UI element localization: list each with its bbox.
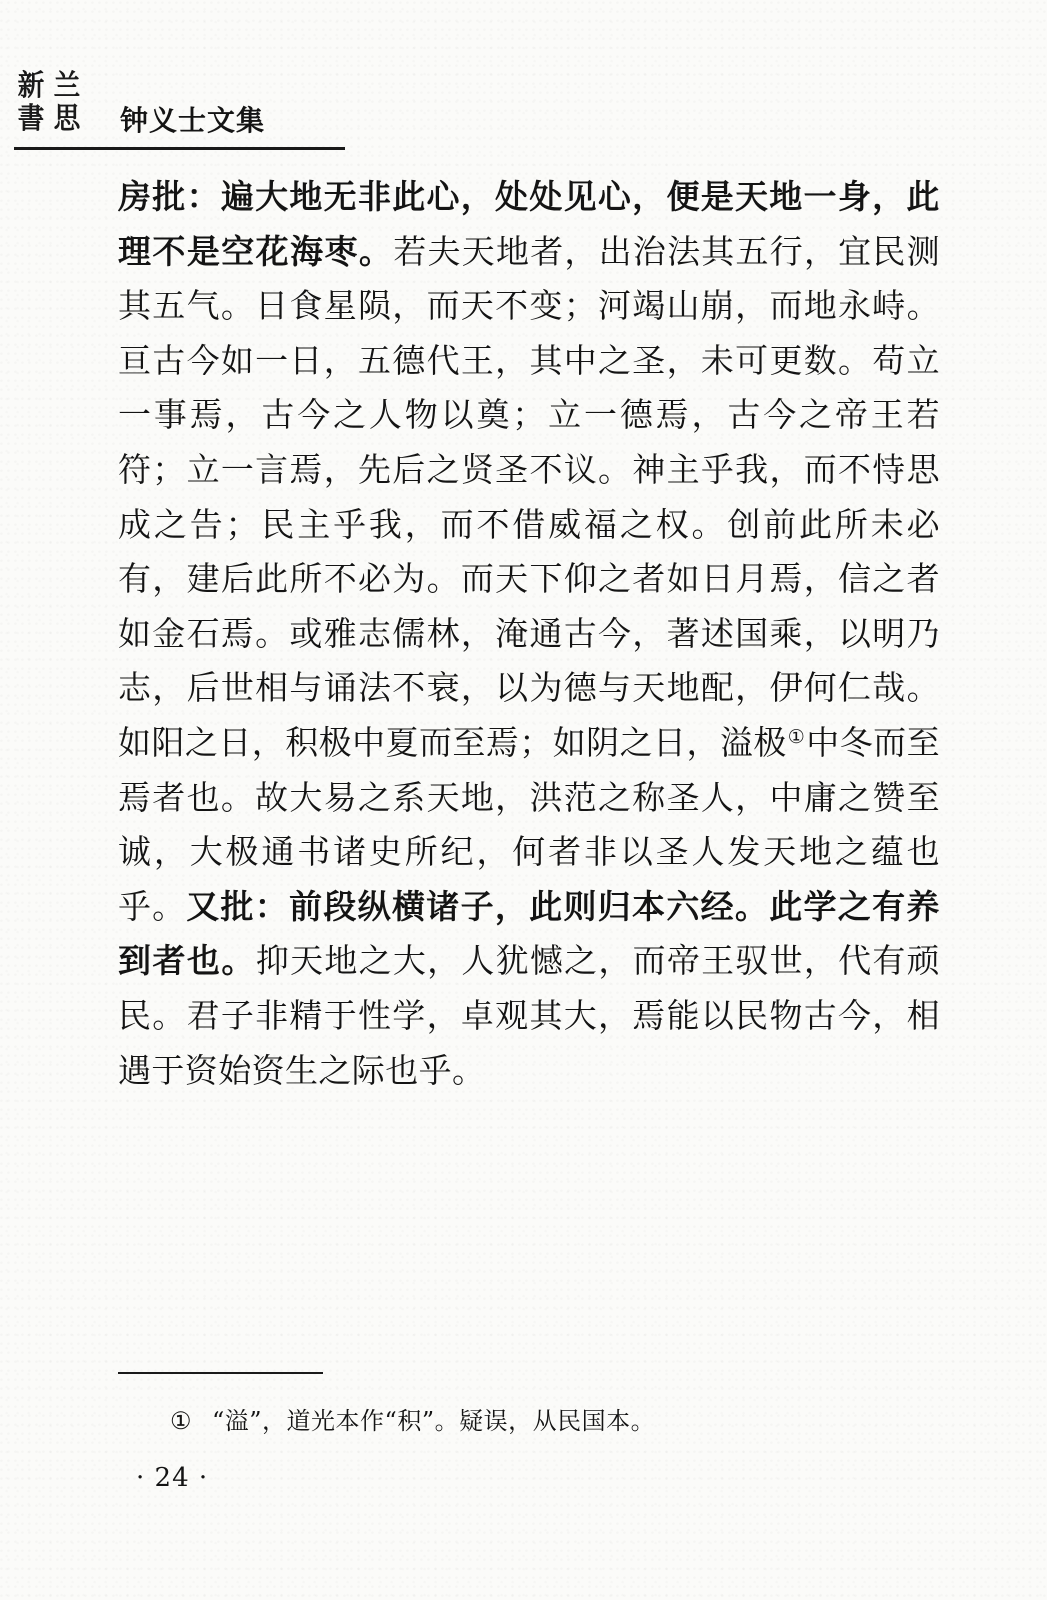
footnote: [170, 1403, 655, 1439]
footnote-reference: ①: [787, 725, 806, 748]
seal-glyph: 思: [53, 101, 81, 135]
body-text-segment: 中冬而至焉者也。故大易之系天地，洪范之称圣人，中庸之赞至诚，大极通书诸史所纪，何者非以圣人发天地之蕴也乎。: [118, 722, 941, 926]
page-number: · 24 ·: [136, 1463, 209, 1493]
commentary-you: 又批：前段纵横诸子，此则归本六经。此学之有养到者也。: [118, 886, 940, 981]
header-rule: [14, 147, 345, 150]
body-paragraph: [118, 170, 940, 1098]
seal-glyph: 書: [17, 101, 45, 135]
footnote-rule: [118, 1372, 323, 1374]
footnote-marker: ①: [170, 1407, 193, 1435]
footnote-text: “溢”，道光本作“积”。疑误，从民国本。: [212, 1407, 656, 1435]
seal-logo: [14, 70, 84, 134]
seal-glyph: 兰: [53, 68, 81, 102]
body-text-segment: 若夫天地者，出治法其五行，宜民测其五气。日食星陨，而天不变；河竭山崩，而地永峙。亘古今如一日，五德代王，其中之圣，未可更数。苟立一事焉，古今之人物以奠；立一德焉，古今之帝王若符；立一言焉，先后之贤圣不议。神主乎我，而不恃思成之告；民主乎我，而不借威福之权。创前此所未必有，建后此所不必为。而天下仰之者如日月焉，信之者如金石焉。或雅志儒林，淹通古今，著述国乘，以明乃志，后世相与诵法不衰，以为德与天地配，伊何仁哉。如阳之日，积极中夏而至焉；如阴之日，溢极: [118, 231, 940, 762]
seal-glyph: 新: [17, 68, 45, 102]
running-header-title: 钟义士文集: [120, 104, 266, 137]
commentary-fang: 房批：遍大地无非此心，处处见心，便是天地一身，此理不是空花海枣。: [118, 177, 940, 271]
body-text-segment: 抑天地之大，人犹憾之，而帝王驭世，代有顽民。君子非精于性学，卓观其大，焉能以民物古今，相遇于资始资生之际也乎。: [118, 941, 940, 1090]
